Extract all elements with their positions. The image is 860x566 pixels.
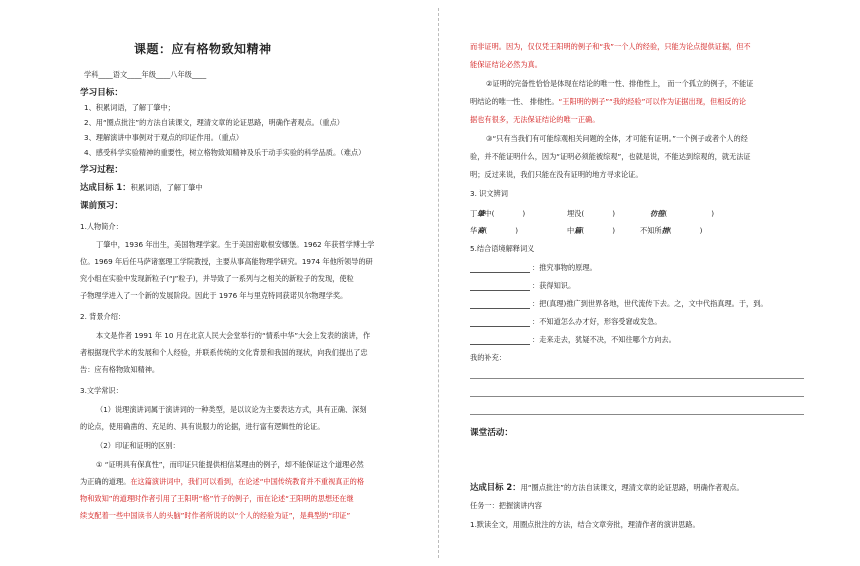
target-1 [80, 182, 203, 193]
preview-heading: 课前预习： [80, 201, 123, 211]
definition-4-text: ：不知道怎么办才好，形容受窘或发急。 [532, 317, 662, 326]
word-2-text: 埋没( [567, 209, 585, 218]
lesson-title: 课题：应有格物致知精神 [134, 42, 272, 56]
proof-1-line-2-black: 为正确的道理。 [80, 477, 131, 486]
word-5-close: ) [612, 226, 616, 235]
literature-2-heading: （2）印证和证明的区别： [96, 441, 180, 450]
literature-heading: 3.文学常识： [80, 386, 123, 395]
proof-1-line-2-red: 在这篇演讲词中，我们可以看到，在论述“中国传统教育并不重视真正的格 [130, 477, 365, 486]
proof-2-line-1: ②证明的完备性恰恰是体现在结论的唯一性、排他性上， 而一个孤立的例子，不能证 [486, 79, 754, 88]
definition-2-text: ：获得知识。 [532, 281, 576, 290]
goal-3: 3、理解演讲中事例对于观点的印证作用。（重点） [84, 133, 244, 142]
literature-1-line-2: 的论点，使用确凿的、充足的、具有说服力的论据，进行富有逻辑性的论证。 [80, 422, 325, 431]
word-4-post: ( [484, 226, 488, 235]
word-1-pre: 丁 [470, 209, 478, 218]
word-5-pre: 中 [567, 226, 575, 235]
proof-2-line-2-red: “王阳明的例子”“我的经验”可以作为证据出现，但相反的论 [558, 97, 746, 106]
definition-5-text: ：走来走去，犹疑不决，不知往哪个方向去。 [532, 335, 676, 344]
background-line-3: 告：应有格物致知精神。 [80, 365, 160, 374]
word-6-close: ) [699, 226, 703, 235]
bio-line-3: 究小组在实验中发现新粒子(“J”粒子)，并导致了一系列与之相关的新粒子的发现，使粒 [80, 274, 354, 283]
bio-line-4: 子物理学进入了一个新的发展阶段。因此于 1976 年与里克特同获诺贝尔物理学奖。 [80, 291, 348, 300]
proof-1-line-2 [80, 477, 364, 487]
proof-1-line-1: ① “证明具有保真性”，而印证只能提供相信某理由的例子，却不能保证这个道理必然 [96, 460, 364, 469]
definition-1 [470, 263, 597, 273]
word-1-post: 中( [484, 209, 495, 218]
subject-grade-line: 学科____语文____年级____八年级____ [84, 70, 207, 79]
process-heading: 学习过程： [80, 165, 123, 175]
red-continuation-line-1: 而非证明。因为，仅仅凭王阳明的例子和“我”一个人的经验，只能为论点提供证据，但不 [470, 42, 751, 51]
column-divider [438, 8, 439, 558]
word-section-heading: 3. 识文辨词 [470, 189, 508, 198]
target-2 [470, 482, 744, 493]
target-1-text: 积累词语，了解丁肇中 [130, 183, 203, 192]
definition-2-blank[interactable] [470, 282, 530, 291]
definition-1-blank[interactable] [470, 264, 530, 273]
background-line-1: 本文是作者 1991 年 10 月在北京人民大会堂举行的“情系中华”大会上发表的演讲，作 [96, 331, 371, 340]
definition-1-text: ：推究事物的原理。 [532, 263, 597, 272]
proof-3-line-1: ③“只有当我们有可能综观相关问题的全体，才可能有证明。”一个例子或者个人的经 [486, 134, 748, 143]
proof-3-line-3: 明；反过来说，我们只能在没有证明的地方寻求论证。 [470, 170, 643, 179]
proof-2-line-2 [470, 97, 746, 107]
proof-3-line-2: 验，并不能证明什么，因为“证明必须能被综观”，也就是说，不能达到综观的，就无法证 [470, 152, 751, 161]
bio-heading: 1.人物简介： [80, 222, 123, 231]
definition-3-text: ：把(真理)推广到世界各地，世代流传下去。之，文中代指真理。于，到。 [532, 299, 768, 308]
class-activity-heading: 课堂活动： [470, 428, 513, 438]
word-4-pre: 华 [470, 226, 478, 235]
proof-2-line-2-black: 明结论的唯一性、 排他性。 [470, 97, 559, 106]
word-5 [567, 226, 615, 236]
word-1-close: ) [522, 209, 526, 218]
supplement-line-3[interactable] [470, 414, 804, 415]
goal-4: 4、感受科学实验精神的重要性，树立格物致知精神及乐于动手实验的科学品质。（难点） [84, 148, 366, 157]
bio-line-2: 位。1969 年后任马萨诸塞理工学院教授，主要从事高能物理学研究。1974 年他所领导的研 [80, 257, 373, 266]
word-5-em: 篇 [574, 226, 582, 235]
word-6-em: 措 [661, 226, 669, 235]
goal-1: 1、积累词语，了解丁肇中； [84, 103, 175, 112]
target-2-label: 达成目标 2： [470, 482, 521, 492]
proof-1-red-line-4: 续支配着一些中国读书人的头脑”时作者所说的以“个人的经验为证”，是典型的“印证” [80, 511, 351, 520]
target-2-text: 用“圈点批注”的方法自读课文，理清文章的论证思路，明确作者观点。 [520, 483, 744, 492]
word-4-em: 裔 [477, 226, 485, 235]
word-3: 彷徨( ) [650, 209, 715, 218]
proof-1-red-line-3: 物和致知”的道理时作者引用了王阳明“格”竹子的例子，而在论述“王阳明的思想还在继 [80, 494, 354, 503]
supplement-line-1[interactable] [470, 378, 804, 379]
red-continuation-line-2: 能保证结论必然为真。 [470, 60, 542, 69]
word-4-close: ) [515, 226, 519, 235]
target-1-label: 达成目标 1： [80, 182, 131, 192]
definition-heading: 5.结合语境解释词义 [470, 244, 535, 253]
background-heading: 2. 背景介绍： [80, 312, 126, 321]
definition-5 [470, 335, 676, 345]
goal-2: 2、用“圈点批注”的方法自读课文，理清文章的论证思路，明确作者观点。（重点） [84, 118, 344, 127]
definition-3-blank[interactable] [470, 300, 530, 309]
bio-line-1: 丁肇中，1936 年出生，美国物理学家。生于美国密歇根安娜堡。1962 年获哲学博士学 [96, 240, 375, 249]
word-3-close: ) [711, 209, 715, 218]
proof-2-line-3: 据也有很多，无法保证结论的唯一正确。 [470, 115, 600, 124]
word-1-em: 肇 [477, 209, 485, 218]
definition-5-blank[interactable] [470, 336, 530, 345]
word-5-post: ( [581, 226, 585, 235]
task-1-item: 1.默读全文，用圈点批注的方法，结合文章旁批，理清作者的演讲思路。 [470, 520, 700, 529]
word-2-close: ) [612, 209, 615, 218]
word-1 [470, 209, 525, 219]
goals-heading: 学习目标： [80, 88, 123, 98]
definition-4-blank[interactable] [470, 318, 530, 327]
background-line-2: 者根据现代学术的发展和个人经验，并联系传统的文化背景和我国的现状，向我们提出了忠 [80, 348, 368, 357]
definition-2 [470, 281, 575, 291]
definition-3 [470, 299, 768, 309]
definition-4 [470, 317, 661, 327]
literature-1-line-1: （1）说理演讲词属于演讲词的一种类型，是以议论为主要表达方式，具有正确、深刻 [96, 405, 367, 414]
word-4 [470, 226, 518, 236]
word-6 [640, 226, 702, 236]
task-1-heading: 任务一：把握演讲内容 [470, 501, 542, 510]
word-2 [567, 209, 615, 219]
word-3-em: 彷徨 [650, 209, 665, 218]
supplement-label: 我的补充： [470, 353, 506, 362]
word-6-pre: 不知所 [640, 226, 662, 235]
supplement-line-2[interactable] [470, 396, 804, 397]
word-6-post: ( [668, 226, 672, 235]
